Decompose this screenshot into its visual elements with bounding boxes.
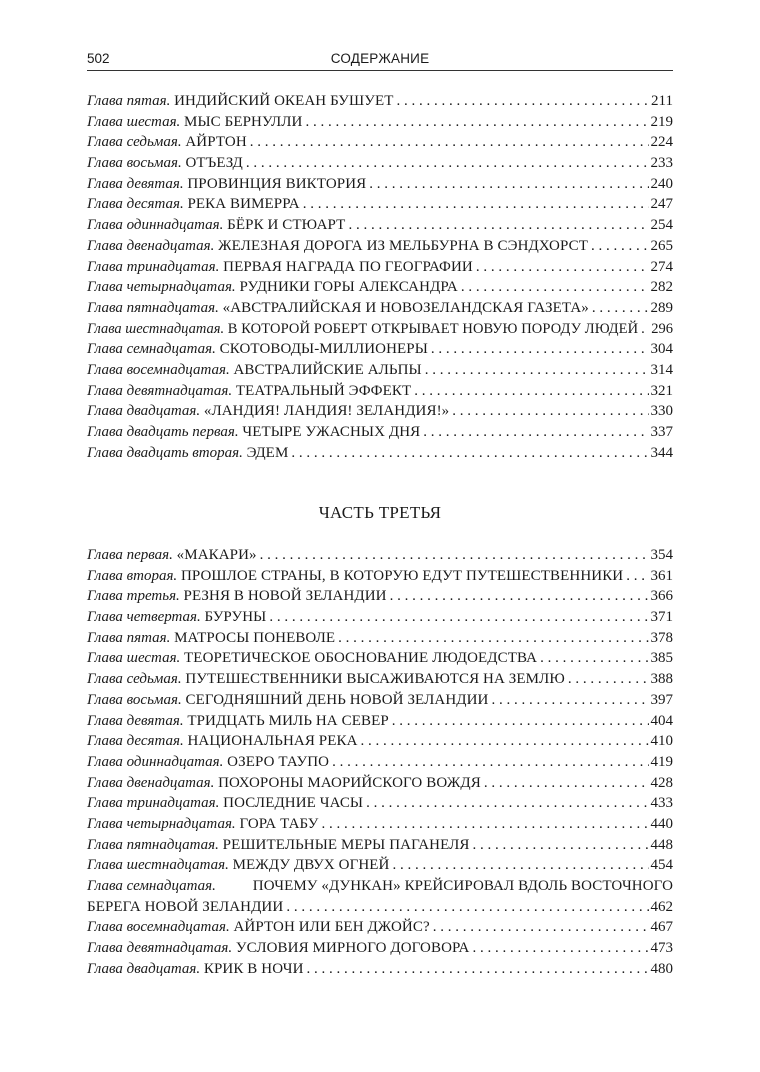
chapter-label: Глава пятнадцатая. — [87, 836, 219, 853]
page-number-ref: 410 — [650, 733, 673, 750]
toc-entry[interactable] — [87, 91, 673, 112]
dot-leader — [461, 277, 649, 298]
dot-leader — [491, 690, 648, 711]
page-number-ref: 462 — [650, 898, 673, 915]
chapter-label: Глава седьмая. — [87, 134, 182, 151]
dot-leader — [286, 897, 648, 918]
toc-entry[interactable] — [87, 257, 673, 278]
chapter-title-continued: БЕРЕГА НОВОЙ ЗЕЛАНДИИ — [87, 898, 284, 915]
chapter-title: ЭДЕМ — [246, 444, 289, 461]
running-title: СОДЕРЖАНИЕ — [330, 51, 430, 66]
chapter-label: Глава девятая. — [87, 712, 184, 729]
chapter-label: Глава восьмая. — [87, 691, 182, 708]
toc-entry[interactable] — [87, 381, 673, 402]
chapter-title: АЙРТОН — [185, 134, 247, 151]
chapter-title: БУРУНЫ — [204, 609, 267, 626]
page-number-ref: 274 — [650, 258, 673, 275]
toc-entry[interactable] — [87, 298, 673, 319]
dot-leader — [250, 132, 649, 153]
chapter-title: ПУТЕШЕСТВЕННИКИ ВЫСАЖИВАЮТСЯ НА ЗЕМЛЮ — [185, 671, 565, 688]
page-number-ref: 344 — [650, 444, 673, 461]
page-number-ref: 397 — [650, 691, 673, 708]
page-number-ref: 314 — [650, 361, 673, 378]
chapter-title: СКОТОВОДЫ-МИЛЛИОНЕРЫ — [219, 341, 428, 358]
dot-leader — [338, 628, 648, 649]
chapter-title: РЕШИТЕЛЬНЫЕ МЕРЫ ПАГАНЕЛЯ — [222, 836, 470, 853]
toc-entry[interactable] — [87, 959, 673, 980]
dot-leader — [591, 236, 649, 257]
page-number-ref: 224 — [650, 134, 673, 151]
dot-leader — [260, 545, 649, 566]
chapter-title: ТРИДЦАТЬ МИЛЬ НА СЕВЕР — [187, 712, 389, 729]
dot-leader — [348, 215, 648, 236]
toc-entry[interactable] — [87, 545, 673, 566]
dot-leader — [392, 855, 648, 876]
chapter-title: ТЕОРЕТИЧЕСКОЕ ОБОСНОВАНИЕ ЛЮДОЕДСТВА — [184, 650, 538, 667]
chapter-label: Глава шестая. — [87, 113, 181, 130]
page-number-ref: 211 — [651, 93, 673, 109]
chapter-title: РЕЗНЯ В НОВОЙ ЗЕЛАНДИИ — [183, 588, 387, 605]
page-number-ref: 321 — [650, 382, 673, 399]
toc-part-two — [87, 91, 673, 463]
page-number-ref: 428 — [650, 774, 673, 791]
toc-entry[interactable] — [87, 566, 673, 587]
chapter-title: ПОСЛЕДНИЕ ЧАСЫ — [223, 795, 364, 812]
toc-entry[interactable] — [87, 319, 673, 340]
dot-leader — [484, 773, 649, 794]
toc-entry[interactable] — [87, 917, 673, 938]
page-number-ref: 254 — [650, 217, 673, 234]
chapter-label: Глава пятнадцатая. — [87, 299, 219, 316]
toc-entry[interactable] — [87, 814, 673, 835]
page-number-ref: 448 — [650, 836, 673, 853]
chapter-title: ПЕРВАЯ НАГРАДА ПО ГЕОГРАФИИ — [223, 258, 473, 275]
chapter-title: АВСТРАЛИЙСКИЕ АЛЬПЫ — [233, 361, 422, 378]
page-number-ref: 247 — [650, 196, 673, 213]
chapter-title: ПРОВИНЦИЯ ВИКТОРИЯ — [187, 175, 367, 192]
chapter-title: ЖЕЛЕЗНАЯ ДОРОГА ИЗ МЕЛЬБУРНА В СЭНДХОРСТ — [218, 237, 588, 254]
toc-entry[interactable] — [87, 711, 673, 732]
chapter-label: Глава тринадцатая. — [87, 795, 220, 812]
chapter-title: МЫС БЕРНУЛЛИ — [184, 113, 303, 130]
chapter-title: «ЛАНДИЯ! ЛАНДИЯ! ЗЕЛАНДИЯ!» — [203, 403, 450, 420]
chapter-label: Глава двадцатая. — [87, 960, 201, 977]
dot-leader — [425, 360, 649, 381]
page-number-ref: 385 — [650, 650, 673, 667]
chapter-title: ПРОШЛОЕ СТРАНЫ, В КОТОРУЮ ЕДУТ ПУТЕШЕСТВЕННИКИ — [180, 567, 624, 584]
chapter-label: Глава седьмая. — [87, 671, 182, 688]
chapter-title: БЁРК И СТЮАРТ — [227, 217, 346, 234]
chapter-title: «АВСТРАЛИЙСКАЯ И НОВОЗЕЛАНДСКАЯ ГАЗЕТА» — [222, 299, 589, 316]
dot-leader — [592, 298, 649, 319]
toc-entry[interactable] — [87, 855, 673, 876]
chapter-label: Глава восемнадцатая. — [87, 361, 230, 378]
chapter-label: Глава четвертая. — [87, 609, 201, 626]
chapter-label: Глава восемнадцатая. — [87, 919, 230, 936]
dot-leader — [307, 959, 649, 980]
toc-entry[interactable] — [87, 112, 673, 133]
page-number-ref: 473 — [650, 940, 673, 957]
dot-leader — [396, 91, 649, 112]
toc-entry[interactable] — [87, 194, 673, 215]
dot-leader — [568, 669, 649, 690]
page-number-ref: 354 — [650, 547, 673, 563]
page-number-ref: 282 — [650, 279, 673, 296]
dot-leader — [269, 607, 648, 628]
toc-entry[interactable] — [87, 628, 673, 649]
toc-entry[interactable] — [87, 690, 673, 711]
chapter-label: Глава шестнадцатая. — [87, 857, 229, 874]
toc-entry[interactable] — [87, 669, 673, 690]
chapter-title: ИНДИЙСКИЙ ОКЕАН БУШУЕТ — [174, 93, 394, 109]
dot-leader — [246, 153, 649, 174]
page-number-ref: 371 — [650, 609, 673, 626]
dot-leader — [303, 194, 649, 215]
page-number-ref: 366 — [650, 588, 673, 605]
chapter-title: ЧЕТЫРЕ УЖАСНЫХ ДНЯ — [242, 424, 421, 440]
toc-entry[interactable] — [87, 773, 673, 794]
dot-leader — [361, 731, 649, 752]
toc-entry[interactable] — [87, 422, 673, 443]
dot-leader — [392, 711, 649, 732]
chapter-title: МЕЖДУ ДВУХ ОГНЕЙ — [232, 857, 390, 874]
chapter-label: Глава первая. — [87, 547, 173, 563]
chapter-title: ТЕАТРАЛЬНЫЙ ЭФФЕКТ — [235, 382, 412, 399]
chapter-title: ОЗЕРО ТАУПО — [227, 753, 330, 770]
page-number-ref: 440 — [650, 815, 673, 832]
dot-leader — [291, 443, 648, 464]
chapter-label: Глава двадцатая. — [87, 403, 201, 420]
toc-entry[interactable] — [87, 731, 673, 752]
chapter-title: ПОХОРОНЫ МАОРИЙСКОГО ВОЖДЯ — [218, 774, 481, 791]
page-number-ref: 337 — [650, 424, 673, 440]
chapter-label: Глава восьмая. — [87, 155, 182, 172]
chapter-label: Глава третья. — [87, 588, 180, 605]
toc-entry[interactable] — [87, 793, 673, 814]
chapter-title: РУДНИКИ ГОРЫ АЛЕКСАНДРА — [239, 279, 458, 296]
page-number-ref: 330 — [650, 403, 673, 420]
toc-entry[interactable] — [87, 752, 673, 773]
chapter-label: Глава пятая. — [87, 629, 171, 646]
chapter-label: Глава двадцать первая. — [87, 424, 239, 440]
chapter-title: «МАКАРИ» — [176, 547, 257, 563]
chapter-label: Глава двенадцатая. — [87, 774, 215, 791]
toc-entry[interactable] — [87, 360, 673, 381]
page-number-ref: 265 — [650, 237, 673, 254]
chapter-label: Глава вторая. — [87, 567, 178, 584]
dot-leader — [452, 401, 648, 422]
page-number-ref: 419 — [650, 753, 673, 770]
toc-entry[interactable] — [87, 938, 673, 959]
dot-leader — [369, 174, 648, 195]
chapter-label: Глава четырнадцатая. — [87, 815, 236, 832]
dot-leader — [433, 917, 649, 938]
toc-entry[interactable] — [87, 153, 673, 174]
page-number: 502 — [87, 51, 110, 66]
dot-leader — [626, 566, 648, 587]
page-number-ref: 296 — [651, 320, 673, 337]
page-number-ref: 378 — [650, 629, 673, 646]
page-number-ref: 467 — [650, 919, 673, 936]
toc-entry[interactable] — [87, 876, 673, 897]
toc-entry[interactable] — [87, 648, 673, 669]
toc-entry[interactable] — [87, 586, 673, 607]
chapter-label: Глава десятая. — [87, 733, 184, 750]
chapter-title: ПОЧЕМУ «ДУНКАН» КРЕЙСИРОВАЛ ВДОЛЬ ВОСТОЧНОГО — [252, 878, 673, 894]
chapter-label: Глава четырнадцатая. — [87, 279, 236, 296]
chapter-label: Глава двенадцатая. — [87, 237, 215, 254]
chapter-label: Глава шестая. — [87, 650, 181, 667]
chapter-title: УСЛОВИЯ МИРНОГО ДОГОВОРА — [235, 940, 470, 957]
toc-entry[interactable] — [87, 401, 673, 422]
section-heading-part-three: ЧАСТЬ ТРЕТЬЯ — [318, 503, 442, 522]
chapter-label: Глава десятая. — [87, 196, 184, 213]
chapter-title: МАТРОСЫ ПОНЕВОЛЕ — [174, 629, 336, 646]
dot-leader — [366, 793, 648, 814]
toc-entry[interactable] — [87, 835, 673, 856]
page-number-ref: 404 — [650, 712, 673, 729]
chapter-label: Глава одиннадцатая. — [87, 217, 224, 234]
page-number-ref: 240 — [650, 175, 673, 192]
page-number-ref: 388 — [650, 671, 673, 688]
toc-entry-continuation[interactable] — [87, 897, 673, 918]
chapter-title: КРИК В НОЧИ — [203, 960, 304, 977]
page-number-ref: 304 — [650, 341, 673, 358]
chapter-label: Глава семнадцатая. — [87, 878, 216, 894]
chapter-label: Глава пятая. — [87, 93, 171, 109]
chapter-label: Глава семнадцатая. — [87, 341, 216, 358]
chapter-title: АЙРТОН ИЛИ БЕН ДЖОЙС? — [233, 919, 430, 936]
dot-leader — [414, 381, 648, 402]
chapter-title: В КОТОРОЙ РОБЕРТ ОТКРЫВАЕТ НОВУЮ ПОРОДУ ЛЮДЕЙ — [227, 320, 639, 337]
page-number-ref: 361 — [650, 567, 673, 584]
toc-entry[interactable] — [87, 277, 673, 298]
chapter-label: Глава двадцать вторая. — [87, 444, 243, 461]
dot-leader — [472, 938, 648, 959]
chapter-title: ГОРА ТАБУ — [239, 815, 319, 832]
dot-leader — [641, 319, 649, 340]
chapter-label: Глава одиннадцатая. — [87, 753, 224, 770]
chapter-label: Глава шестнадцатая. — [87, 320, 225, 337]
chapter-label: Глава тринадцатая. — [87, 258, 220, 275]
toc-entry[interactable] — [87, 132, 673, 153]
dot-leader — [473, 835, 649, 856]
dot-leader — [390, 586, 649, 607]
chapter-title: СЕГОДНЯШНИЙ ДЕНЬ НОВОЙ ЗЕЛАНДИИ — [185, 691, 489, 708]
toc-entry[interactable] — [87, 607, 673, 628]
chapter-title: НАЦИОНАЛЬНАЯ РЕКА — [187, 733, 358, 750]
page-number-ref: 480 — [650, 960, 673, 977]
chapter-title: РЕКА ВИМЕРРА — [187, 196, 300, 213]
page-number-ref: 233 — [650, 155, 673, 172]
dot-leader — [423, 422, 648, 443]
dot-leader — [476, 257, 649, 278]
chapter-label: Глава девятнадцатая. — [87, 382, 233, 399]
dot-leader — [321, 814, 648, 835]
toc-entry[interactable] — [87, 443, 673, 464]
toc-entry[interactable] — [87, 174, 673, 195]
chapter-label: Глава девятнадцатая. — [87, 940, 233, 957]
page-number-ref: 289 — [650, 299, 673, 316]
toc-entry[interactable] — [87, 236, 673, 257]
page-number-ref: 433 — [650, 795, 673, 812]
chapter-title: ОТЪЕЗД — [185, 155, 243, 172]
chapter-label: Глава девятая. — [87, 175, 184, 192]
toc-part-three — [87, 545, 673, 979]
page-number-ref: 219 — [650, 113, 673, 130]
dot-leader — [540, 648, 648, 669]
running-header — [87, 50, 673, 71]
dot-leader — [431, 339, 649, 360]
toc-entry[interactable] — [87, 215, 673, 236]
toc-entry[interactable] — [87, 339, 673, 360]
page-number-ref: 454 — [650, 857, 673, 874]
dot-leader — [332, 752, 648, 773]
dot-leader — [305, 112, 648, 133]
